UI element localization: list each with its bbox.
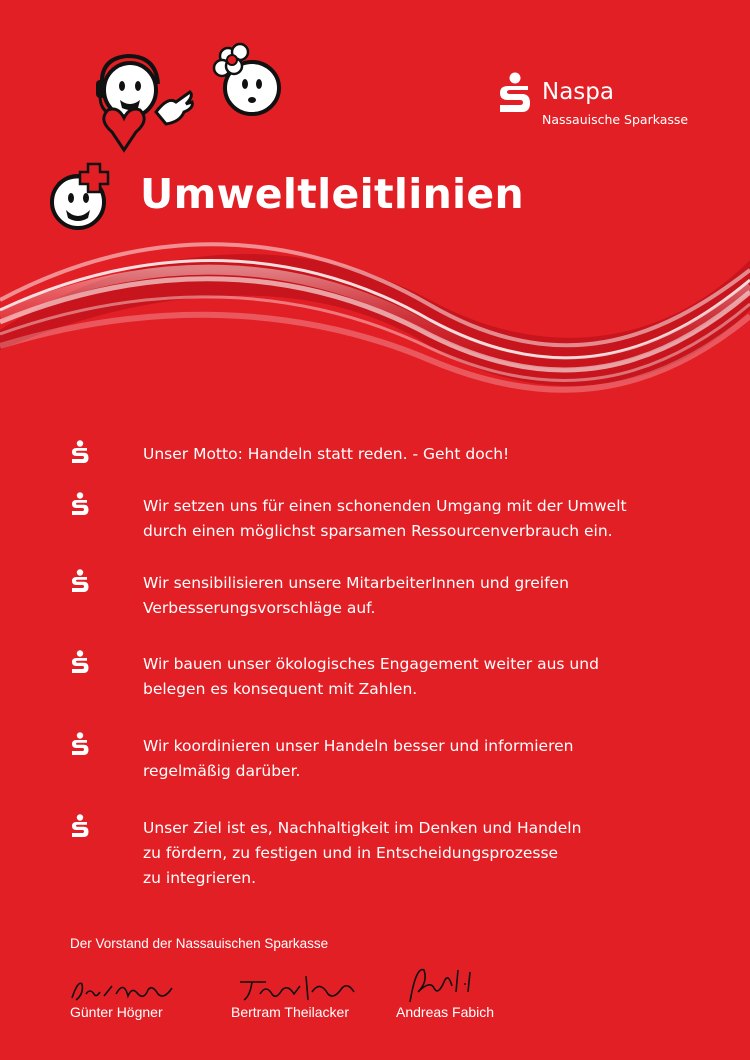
decorative-wave	[0, 230, 750, 420]
page-title: Umweltleitlinien	[140, 170, 525, 218]
signer-name: Bertram Theilacker	[231, 1004, 350, 1020]
signer-name: Günter Högner	[70, 1004, 163, 1020]
mascot-red-cross-icon	[52, 164, 108, 228]
principle-text: Unser Motto: Handeln statt reden. - Geht doch!	[143, 445, 510, 463]
signature-theilacker	[236, 972, 366, 1006]
sparkasse-bullet-icon	[70, 732, 90, 758]
naspa-brand	[496, 72, 716, 142]
sparkasse-bullet-icon	[70, 440, 90, 466]
sparkasse-bullet-icon	[70, 492, 90, 518]
signature-fabich	[404, 962, 484, 1006]
sparkasse-bullet-icon	[70, 569, 90, 595]
principle-text: Wir koordinieren unser Handeln besser und informieren regelmäßig darüber.	[143, 737, 574, 780]
mascot-flower-icon	[214, 44, 279, 114]
signature-hoegner	[68, 974, 188, 1008]
sparkasse-logo-icon	[496, 72, 534, 116]
principle-text: Wir sensibilisieren unsere MitarbeiterInnen und greifen Verbesserungsvorschläge auf.	[143, 574, 569, 617]
signer-name: Andreas Fabich	[396, 1004, 495, 1020]
principle-text: Unser Ziel ist es, Nachhaltigkeit im Denken und Handeln zu fördern, zu festigen und in Entscheidungsprozesse zu integrieren.	[143, 819, 582, 887]
brand-subtitle: Nassauische Sparkasse	[542, 112, 689, 127]
brand-name: Naspa	[542, 79, 614, 105]
sparkasse-bullet-icon	[70, 814, 90, 840]
mascot-headset-icon	[96, 56, 192, 150]
sparkasse-bullet-icon	[70, 650, 90, 676]
board-label: Der Vorstand der Nassauischen Sparkasse	[70, 936, 329, 951]
principle-text: Wir bauen unser ökologisches Engagement weiter aus und belegen es konsequent mit Zahlen.	[143, 655, 599, 698]
principle-text: Wir setzen uns für einen schonenden Umgang mit der Umwelt durch einen möglichst sparsamen Ressourcenverbrauch ein.	[143, 497, 627, 540]
